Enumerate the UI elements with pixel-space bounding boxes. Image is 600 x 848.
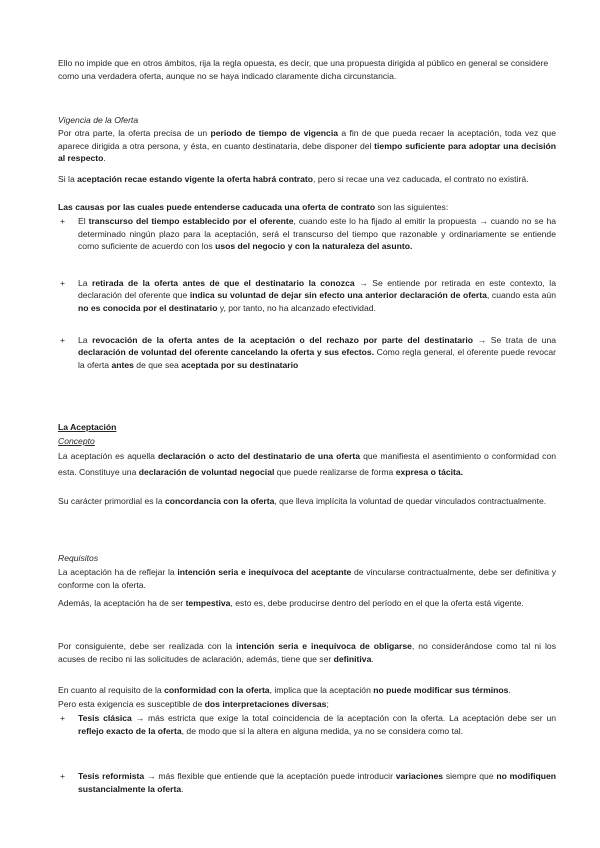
concepto-paragraph-2: Su carácter primordial es la concordancia con la oferta, que lleva implícita la voluntad de quedar vinculados contractualmente. [58, 496, 547, 506]
requisitos-heading: Requisitos [58, 553, 99, 563]
plus-bullet-icon: + [60, 277, 66, 288]
concepto-paragraph-1: La aceptación es aquella declaración o acto del destinatario de una oferta que manifiesta el asentimiento o conformidad con esta. Constituye una declaración de voluntad negocial que puede realizarse de forma expresa o tácita. [58, 451, 556, 477]
plus-bullet-icon: + [60, 771, 66, 781]
concepto-heading: Concepto [58, 436, 95, 446]
aceptacion-title: La Aceptación [58, 422, 117, 432]
vigencia-heading: Vigencia de la Oferta [58, 115, 139, 125]
causes-list [58, 215, 556, 371]
cause-item-1: + El transcurso del tiempo establecido por el oferente, cuando este lo ha fijado al emitir la propuesta → cuando no se ha determinado ningún plazo para la aceptación, será el transcurso del tiempo que razonable y ordinariamente se entiende como suficiente de acuerdo con los usos del negocio y con la naturaleza del asunto. [60, 216, 556, 252]
requisitos-paragraph-4: En cuanto al requisito de la conformidad con la oferta, implica que la aceptación no puede modificar sus términos. [58, 685, 511, 695]
cause-item-2: + La retirada de la oferta antes de que el destinatario la conozca → Se entiende por retirada en este contexto, la declaración del oferente que indica su voluntad de dejar sin efecto una anterior declaración de oferta, cuando esta aún no es conocida por el destinatario y, por tanto, no ha alcanzado efectividad. [60, 277, 556, 313]
plus-bullet-icon: + [60, 334, 66, 345]
plus-bullet-icon: + [60, 216, 66, 226]
intro-paragraph: Ello no impide que en otros ámbitos, rija la regla opuesta, es decir, que una propuesta dirigida al público en general se considere como una verdadera oferta, aunque no se haya indicado claramente dicha circunstancia. [58, 58, 549, 81]
causes-intro: Las causas por las cuales puede entenderse caducada una oferta de contrato son las siguientes: [58, 202, 449, 212]
cause-item-3: + La revocación de la oferta antes de la aceptación o del rechazo por parte del destinatario → Se trata de una declaración de voluntad del oferente cancelando la oferta y sus efectos. Como regla general, el oferente puede revocar la oferta antes de que sea aceptada por su destinatario [60, 334, 557, 370]
vigencia-paragraph-2: Si la aceptación recae estando vigente la oferta habrá contrato, pero si recae una vez caducada, el contrato no existirá. [58, 174, 529, 184]
requisitos-paragraph-3: Por consiguiente, debe ser realizada con la intención seria e inequívoca de obligarse, no considerándose como tal ni los acuses de recibo ni las solicitudes de aclaración, además, tiene que ser definitiva. [58, 641, 556, 664]
tesis-clasica-list [58, 712, 556, 737]
tesis-reformista-list [58, 770, 556, 795]
vigencia-paragraph-1: Por otra parte, la oferta precisa de un periodo de tiempo de vigencia a fin de que pueda recaer la aceptación, toda vez que aparece dirigida a otra persona, y ésta, en cuanto destinataria, debe disponer del tiempo suficiente para adoptar una decisión al respecto. [58, 128, 556, 164]
requisitos-paragraph-2: Además, la aceptación ha de ser tempestiva, esto es, debe producirse dentro del período en el que la oferta está vigente. [58, 598, 524, 608]
tesis-reformista-item: + Tesis reformista → más flexible que entiende que la aceptación puede introducir variaciones siempre que no modifiquen sustancialmente la oferta. [60, 771, 556, 794]
tesis-clasica-item: + Tesis clásica → más estricta que exige la total coincidencia de la aceptación con la oferta. La aceptación debe ser un reflejo exacto de la oferta, de modo que si la altera en alguna medida, ya no se considera como tal. [60, 713, 556, 736]
requisitos-paragraph-1: La aceptación ha de reflejar la intención seria e inequívoca del aceptante de vincularse contractualmente, debe ser definitiva y conforme con la oferta. [58, 567, 556, 590]
plus-bullet-icon: + [60, 713, 66, 723]
requisitos-paragraph-5: Pero esta exigencia es susceptible de dos interpretaciones diversas; [58, 699, 329, 709]
